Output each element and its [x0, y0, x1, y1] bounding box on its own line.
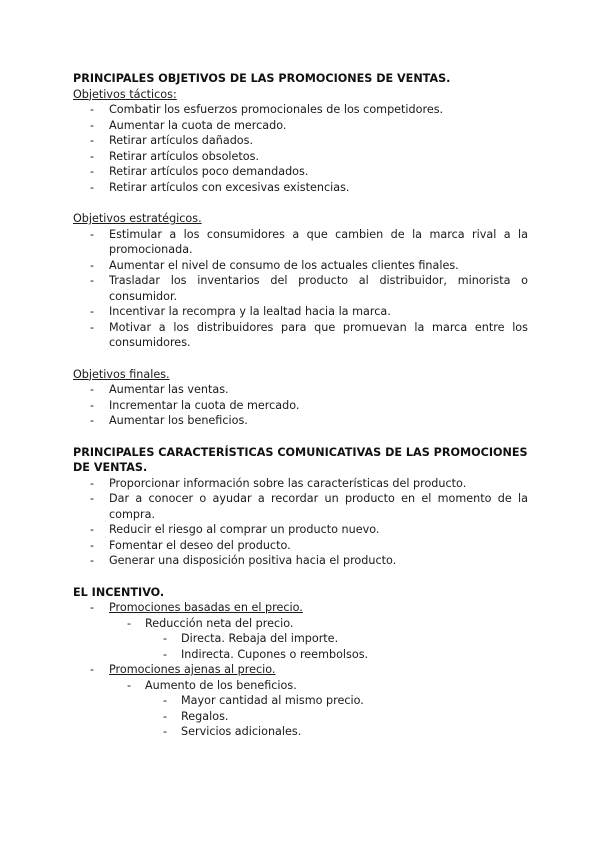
list-item: - Mayor cantidad al mismo precio.: [73, 693, 528, 709]
list-item: - Indirecta. Cupones o reembolsos.: [73, 647, 528, 663]
list-item: - Incrementar la cuota de mercado.: [73, 398, 528, 414]
list-item: - Trasladar los inventarios del producto al distribuidor, minorista o consumidor.: [73, 273, 528, 304]
document-body: [73, 71, 528, 740]
list-caracteristicas: [73, 476, 528, 569]
list-item: - Aumentar las ventas.: [73, 382, 528, 398]
list-item: - Retirar artículos obsoletos.: [73, 149, 528, 165]
list-ajenas-detalle: [73, 693, 528, 740]
heading-objetivos: PRINCIPALES OBJETIVOS DE LAS PROMOCIONES DE VENTAS.: [73, 72, 451, 85]
label-promociones-ajenas: Promociones ajenas al precio.: [109, 663, 276, 676]
list-item: - Aumento de los beneficios.: [73, 678, 528, 694]
list-item: - Generar una disposición positiva hacia el producto.: [73, 553, 528, 569]
list-item: - Retirar artículos poco demandados.: [73, 164, 528, 180]
list-item: - Directa. Rebaja del importe.: [73, 631, 528, 647]
list-item: - Incentivar la recompra y la lealtad hacia la marca.: [73, 304, 528, 320]
list-tacticos: [73, 102, 528, 195]
list-precio-detalle: [73, 631, 528, 662]
list-item: - Estimular a los consumidores a que cambien de la marca rival a la promocionada.: [73, 227, 528, 258]
subheading-estrategicos: Objetivos estratégicos.: [73, 212, 202, 225]
list-incentivo: [73, 600, 528, 616]
list-item: - Dar a conocer o ayudar a recordar un producto en el momento de la compra.: [73, 491, 528, 522]
list-item: - Proporcionar información sobre las características del producto.: [73, 476, 528, 492]
subheading-finales: Objetivos finales.: [73, 367, 170, 381]
list-item: [73, 600, 528, 616]
list-item: - Aumentar el nivel de consumo de los actuales clientes finales.: [73, 258, 528, 274]
list-ajenas-sub: [73, 678, 528, 694]
list-item: - Aumentar la cuota de mercado.: [73, 118, 528, 134]
heading-incentivo: EL INCENTIVO.: [73, 585, 165, 599]
list-incentivo-2: [73, 662, 528, 678]
list-precio-sub: [73, 616, 528, 632]
list-item: - Retirar artículos dañados.: [73, 133, 528, 149]
heading-caracteristicas: PRINCIPALES CARACTERÍSTICAS COMUNICATIVAS DE LAS PROMOCIONES DE VENTAS.: [73, 445, 528, 474]
list-estrategicos: [73, 227, 528, 351]
list-item: - Servicios adicionales.: [73, 724, 528, 740]
list-item: - Fomentar el deseo del producto.: [73, 538, 528, 554]
list-finales: [73, 382, 528, 429]
list-item: - Reducir el riesgo al comprar un producto nuevo.: [73, 522, 528, 538]
list-item: - Motivar a los distribuidores para que promuevan la marca entre los consumidores.: [73, 320, 528, 351]
label-promociones-precio: Promociones basadas en el precio.: [109, 601, 303, 614]
subheading-tacticos: Objetivos tácticos:: [73, 87, 177, 101]
list-item: - Regalos.: [73, 709, 528, 725]
list-item: [73, 662, 528, 678]
list-item: - Aumentar los beneficios.: [73, 413, 528, 429]
list-item: - Reducción neta del precio.: [73, 616, 528, 632]
list-item: - Combatir los esfuerzos promocionales de los competidores.: [73, 102, 528, 118]
list-item: - Retirar artículos con excesivas existencias.: [73, 180, 528, 196]
